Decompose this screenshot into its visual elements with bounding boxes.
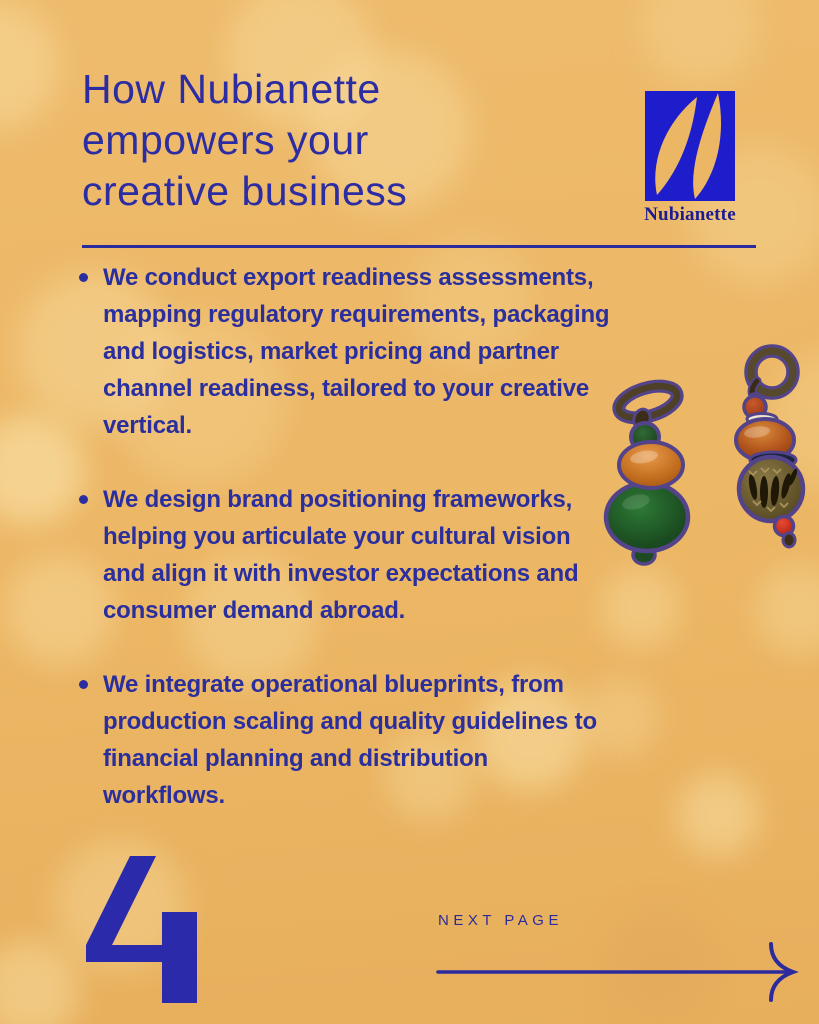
page-number-4-glyph <box>60 850 200 1005</box>
nubianette-logo-icon <box>645 91 735 201</box>
bullet-text-2: We design brand positioning frameworks, helping you articulate your cultural vision and align it with investor expectations and consumer demand abroad. <box>103 486 579 624</box>
brand-name: Nubianette <box>644 204 736 225</box>
bullet-list <box>76 259 612 851</box>
divider-line <box>82 245 756 248</box>
bullet-text-3: We integrate operational blueprints, from production scaling and quality guidelines to financial planning and distribution workflows. <box>103 671 597 809</box>
right-arrow-icon[interactable] <box>430 938 810 1008</box>
list-item <box>76 481 612 629</box>
list-item <box>76 259 612 444</box>
title-line-1: How Nubianette <box>82 66 381 112</box>
list-item <box>76 666 612 814</box>
brand-logo <box>644 91 736 226</box>
page-title <box>82 64 407 217</box>
title-line-2: empowers your <box>82 117 369 163</box>
pendant-photo-green-amber-gourd <box>598 378 702 578</box>
next-page-label[interactable]: NEXT PAGE <box>438 912 563 929</box>
bullet-text-1: We conduct export readiness assessments, mapping regulatory requirements, packaging and logistics, market pricing and partner channel readiness, tailored to your creative vertical. <box>103 264 610 439</box>
pendant-photo-amber-woven-brass <box>723 341 819 555</box>
title-line-3: creative business <box>82 168 408 214</box>
page-number <box>60 850 200 1010</box>
